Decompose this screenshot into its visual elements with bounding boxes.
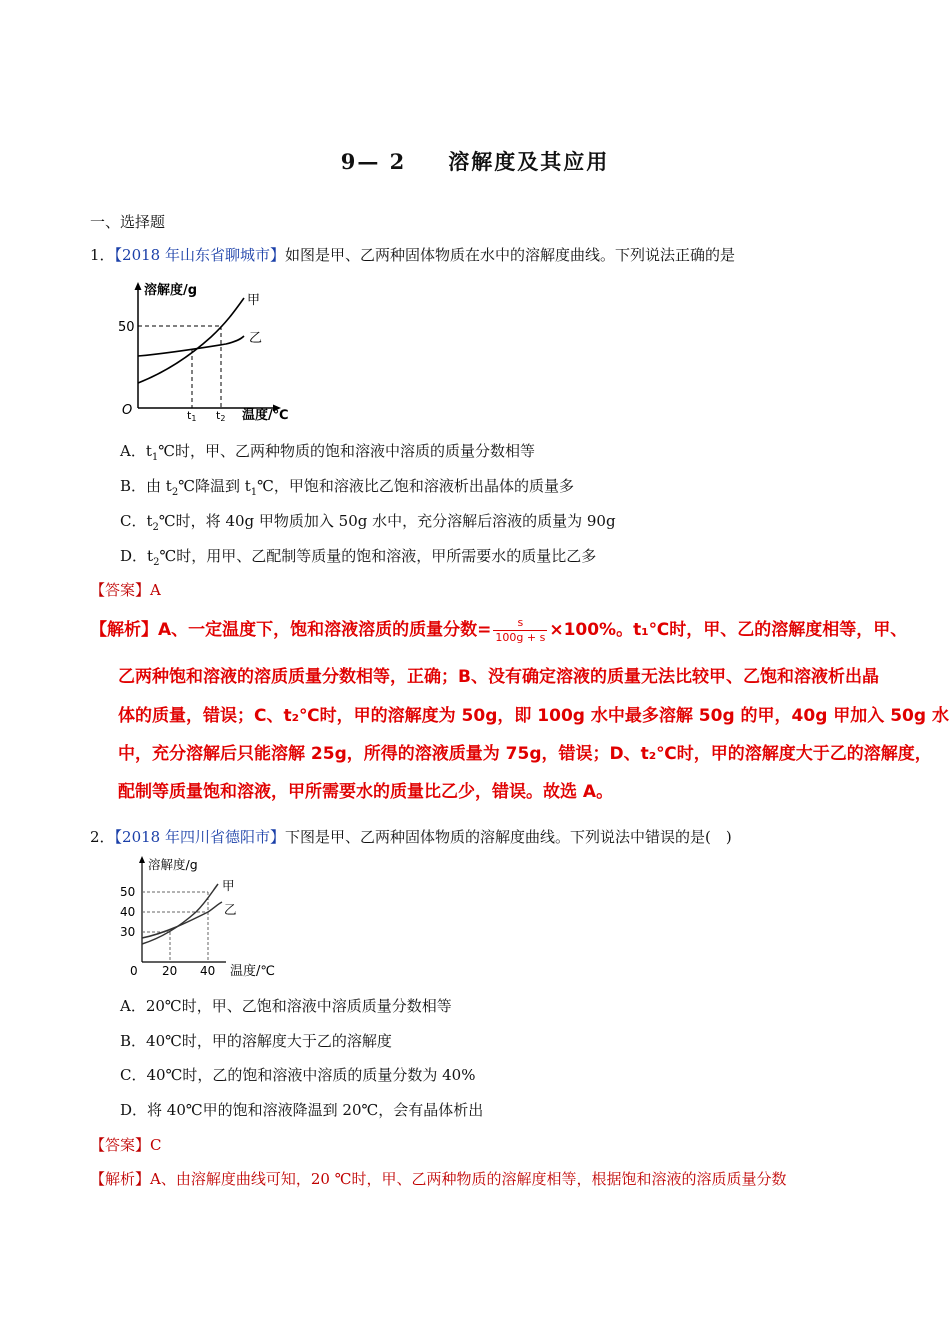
- y-axis-label: 溶解度/g: [148, 857, 198, 872]
- y-axis-label: 溶解度/g: [144, 283, 198, 298]
- question-source: 【2018 年四川省德阳市】: [114, 828, 285, 846]
- q1-analysis-line-2: 乙两种饱和溶液的溶质质量分数相等，正确；B、没有确定溶液的质量无法比较甲、乙饱和溶液析出晶: [118, 667, 879, 687]
- q2-analysis: 【解析】A、由溶解度曲线可知，20 ℃时，甲、乙两种物质的溶解度相等，根据饱和溶液的溶质质量分数: [90, 1170, 787, 1188]
- curve-yi: [142, 902, 222, 938]
- q1-analysis-line-5: 配制等质量饱和溶液，甲所需要水的质量比乙少，错误。故选 A。: [118, 782, 614, 802]
- y-axis-arrow: [135, 282, 142, 290]
- label-jia: 甲: [222, 878, 235, 893]
- x-tick-t2: t2: [216, 409, 226, 423]
- y-tick-30: 30: [120, 925, 136, 939]
- q2-option-c: C．40℃时，乙的饱和溶液中溶质的质量分数为 40%: [120, 1066, 476, 1084]
- x-tick-40: 40: [200, 964, 216, 978]
- question-source: 【2018 年山东省聊城市】: [114, 246, 285, 264]
- x-tick-t1: t1: [187, 409, 197, 423]
- y-tick-50: 50: [118, 320, 135, 335]
- fraction: $\frac{s}{100g + s}$: [495, 615, 546, 644]
- q1-option-b: B．由 $t_2℃$降温到 $t_1℃$，甲饱和溶液比乙饱和溶液析出晶体的质量多: [120, 477, 574, 498]
- label-jia: 甲: [247, 293, 261, 308]
- y-axis-arrow: [139, 856, 145, 863]
- curve-jia: [138, 298, 244, 383]
- q1-option-a: A．$t_1℃$时，甲、乙两种物质的饱和溶液中溶质的质量分数相等: [120, 442, 536, 463]
- question-1-stem: [90, 244, 735, 265]
- x-tick-20: 20: [162, 964, 178, 978]
- origin-label: O: [122, 403, 133, 418]
- question-number: 2．: [90, 828, 115, 846]
- q1-answer: 【答案】A: [90, 581, 161, 599]
- label-yi: 乙: [224, 902, 237, 917]
- x-axis-label: 温度/℃: [230, 964, 275, 979]
- q2-answer: 【答案】C: [90, 1136, 162, 1154]
- question-number: 1．: [90, 246, 115, 264]
- title-number: 9— 2: [340, 149, 407, 174]
- page-title: [0, 146, 950, 176]
- question-text: 如图是甲、乙两种固体物质在水中的溶解度曲线。下列说法正确的是: [285, 246, 736, 264]
- q1-analysis-line-3: 体的质量，错误；C、t₂℃时，甲的溶解度为 50g，即 100g 水中最多溶解 50g 的甲，40g 甲加入 50g 水: [118, 706, 949, 726]
- q2-option-a: A．20℃时，甲、乙饱和溶液中溶质质量分数相等: [120, 997, 452, 1015]
- x-tick-0: 0: [130, 964, 138, 978]
- y-tick-50: 50: [120, 885, 136, 899]
- question-text: 下图是甲、乙两种固体物质的溶解度曲线。下列说法中错误的是( ): [285, 828, 732, 846]
- q1-analysis-line-1: 【解析】A、一定温度下，饱和溶液溶质的质量分数= $\frac{s}{100g + s}$ ×100%。t₁℃时，甲、乙的溶解度相等，甲、: [90, 615, 908, 644]
- q1-option-d: D．$t_2℃$时，用甲、乙配制等质量的饱和溶液，甲所需要水的质量比乙多: [120, 547, 597, 568]
- question-2-stem: [90, 826, 732, 847]
- solubility-chart-2: [116, 854, 296, 979]
- section-heading: 一、选择题: [90, 213, 166, 231]
- q1-option-c: C．$t_2℃$时，将 40g 甲物质加入 50g 水中，充分溶解后溶液的质量为 90g: [120, 512, 616, 533]
- title-text: 溶解度及其应用: [448, 149, 610, 174]
- q2-option-b: B．40℃时，甲的溶解度大于乙的溶解度: [120, 1032, 392, 1050]
- q2-option-d: D．将 40℃甲的饱和溶液降温到 20℃，会有晶体析出: [120, 1101, 484, 1119]
- y-tick-40: 40: [120, 905, 136, 919]
- x-axis-label: 温度/℃: [242, 408, 289, 423]
- solubility-chart-1: [116, 280, 306, 425]
- label-yi: 乙: [249, 331, 263, 346]
- q1-analysis-line-4: 中，充分溶解后只能溶解 25g，所得的溶液质量为 75g，错误；D、t₂℃时，甲的溶解度大于乙的溶解度，: [118, 744, 932, 764]
